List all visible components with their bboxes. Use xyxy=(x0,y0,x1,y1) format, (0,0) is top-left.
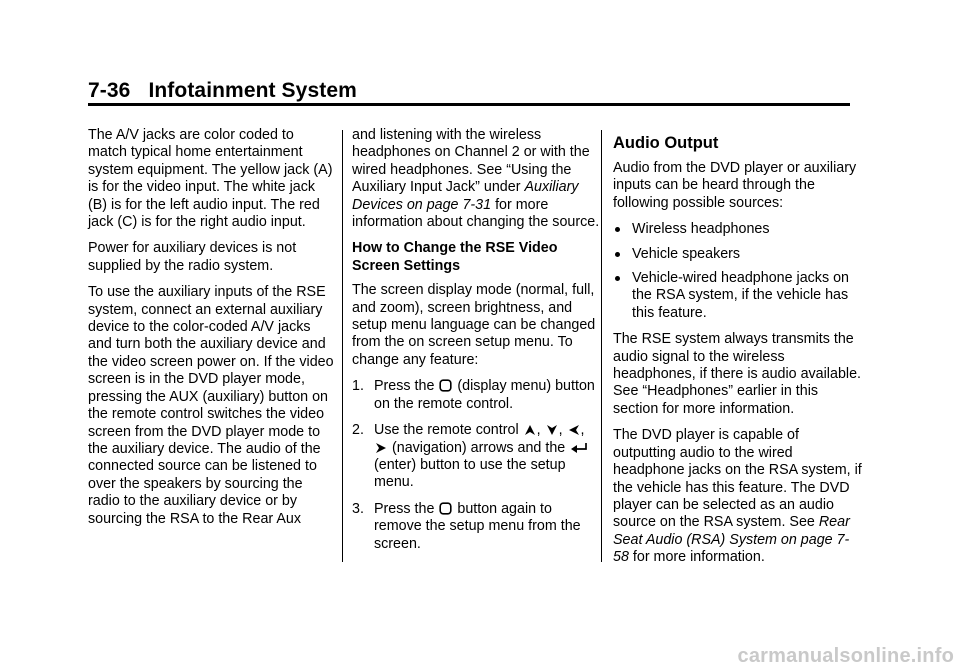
column-3 xyxy=(613,127,863,576)
up-arrow-icon xyxy=(524,424,536,436)
page-title: Infotainment System xyxy=(148,79,357,102)
text: (enter) button to use the setup menu. xyxy=(374,456,566,491)
paragraph xyxy=(613,427,863,566)
column-2 xyxy=(352,127,600,562)
text: (display menu) button on the remote control. xyxy=(374,378,595,412)
paragraph: Power for auxiliary devices is not supplied by the radio system. xyxy=(88,240,297,274)
bullet-icon xyxy=(615,252,620,257)
text: (navigation) arrows and the xyxy=(391,439,566,456)
text: and listening with the wireless headphones on Channel 2 or with the wired headphones. See “Using the Auxiliary Input Jack” under xyxy=(352,127,590,196)
step-number: 2. xyxy=(352,422,364,439)
text: Press the xyxy=(374,378,435,395)
display-menu-icon xyxy=(439,502,452,515)
enter-icon xyxy=(570,442,588,454)
step-3 xyxy=(352,501,600,553)
text: Vehicle speakers xyxy=(632,245,741,262)
text: Wireless headphones xyxy=(632,221,770,238)
column-divider xyxy=(601,130,602,562)
subheading: How to Change the RSE Video Screen Settings xyxy=(352,240,558,274)
section-heading: Audio Output xyxy=(613,134,719,152)
left-arrow-icon xyxy=(568,424,580,436)
paragraph: Audio from the DVD player or auxiliary inputs can be heard through the following possible sources: xyxy=(613,160,857,211)
text: for more information about changing the source. xyxy=(352,196,600,231)
step-number: 1. xyxy=(352,378,364,395)
text: for more information. xyxy=(632,549,765,566)
header-rule xyxy=(88,103,850,106)
paragraph xyxy=(352,127,600,231)
column-1 xyxy=(88,127,336,537)
paragraph: The RSE system always transmits the audio signal to the wireless headphones, if there is audio available. See “Headphones” earlier in this section for more information. xyxy=(613,331,861,417)
page-header xyxy=(88,79,357,103)
text: Vehicle-wired headphone jacks on the RSA system, if the vehicle has this feature. xyxy=(632,270,849,321)
column-divider xyxy=(342,130,343,562)
text: , xyxy=(580,422,585,439)
down-arrow-icon xyxy=(546,424,558,436)
right-arrow-icon xyxy=(375,442,387,454)
step-number: 3. xyxy=(352,500,364,517)
page-number: 7-36 xyxy=(88,79,131,102)
cross-reference-link[interactable]: Auxiliary Devices on page 7-31 xyxy=(352,179,579,213)
list-item xyxy=(613,270,863,322)
bullet-icon xyxy=(615,227,620,232)
list-item xyxy=(613,221,863,238)
bullet-icon xyxy=(615,276,620,281)
text: Press the xyxy=(374,500,435,517)
watermark: carmanualsonline.info xyxy=(737,645,954,667)
paragraph: The screen display mode (normal, full, and zoom), screen brightness, and setup menu language can be changed from the on screen setup menu. To change any feature: xyxy=(352,282,596,368)
display-menu-icon xyxy=(439,379,452,392)
text: , xyxy=(558,422,563,439)
text: The DVD player is capable of outputting audio to the wired headphone jacks on the RSA system, if the vehicle has this feature. The DVD player can be selected as an audio source on the RSA system. See xyxy=(613,427,862,531)
text: , xyxy=(536,422,541,439)
list-item xyxy=(613,246,863,263)
text: button again to remove the setup menu from the screen. xyxy=(374,500,581,552)
text: Use the remote control xyxy=(374,422,519,439)
step-1 xyxy=(352,378,600,413)
cross-reference-link[interactable]: Rear Seat Audio (RSA) System on page 7-58 xyxy=(613,514,850,566)
paragraph: To use the auxiliary inputs of the RSE system, connect an external auxiliary device to the color-coded A/V jacks and turn both the auxiliary device and the video screen power on. If the video screen is in the DVD player mode, pressing the AUX (auxiliary) button on the remote control switches the video screen from the DVD player mode to the auxiliary device. The audio of the connected source can be listened to over the speakers by sourcing the radio to the auxiliary device or by sourcing the RSA to the Rear Aux xyxy=(88,284,334,527)
step-2 xyxy=(352,422,600,492)
paragraph: The A/V jacks are color coded to match typical home entertainment system equipment. The yellow jack (A) is for the video input. The white jack (B) is for the left audio input. The red jack (C) is for the right audio input. xyxy=(88,127,333,231)
